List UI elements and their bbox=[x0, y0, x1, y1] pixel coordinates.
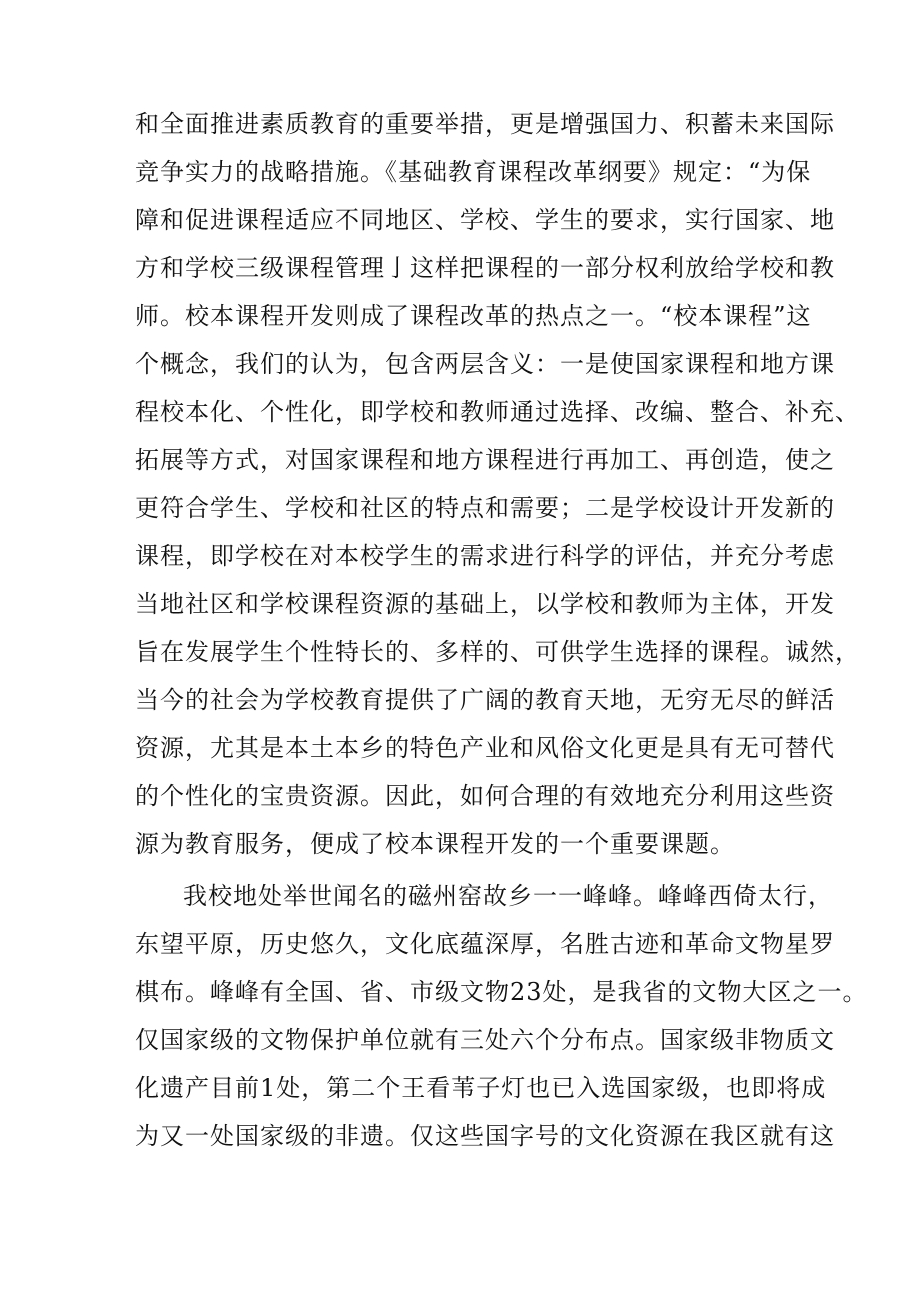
paragraph-1-line-5: 师。校本课程开发则成了课程改革的热点之一。“校本课程”这 bbox=[135, 302, 812, 330]
paragraph-1-line-15: 的个性化的宝贵资源。因此，如何合理的有效地充分利用这些资 bbox=[135, 782, 835, 810]
paragraph-1-line-11: 当地社区和学校课程资源的基础上，以学校和教师为主体，开发 bbox=[135, 590, 835, 618]
paragraph-2-line-6: 为又一处国家级的非遗。仅这些国字号的文化资源在我区就有这 bbox=[135, 1122, 835, 1150]
paragraph-1-line-7: 程校本化、个性化，即学校和教师通过选择、改编、整合、补充、 bbox=[135, 398, 860, 426]
paragraph-1-line-4: 方和学校三级课程管理亅这样把课程的一部分权利放给学校和教 bbox=[135, 254, 835, 282]
paragraph-2-line-2: 东望平原，历史悠久，文化底蕴深厚，名胜古迹和革命文物星罗 bbox=[135, 930, 835, 958]
paragraph-1-line-16: 源为教育服务，便成了校本课程开发的一个重要课题。 bbox=[135, 830, 735, 858]
paragraph-1-line-12: 旨在发展学生个性特长的、多样的、可供学生选择的课程。诚然， bbox=[135, 638, 860, 666]
paragraph-1-line-8: 拓展等方式，对国家课程和地方课程进行再加工、再创造，使之 bbox=[135, 446, 835, 474]
paragraph-1-line-13: 当今的社会为学校教育提供了广阔的教育天地，无穷无尽的鲜活 bbox=[135, 686, 835, 714]
paragraph-1-line-10: 课程，即学校在对本校学生的需求进行科学的评估，并充分考虑 bbox=[135, 542, 835, 570]
paragraph-1-line-2: 竞争实力的战略措施。《基础教育课程改革纲要》规定：“为保 bbox=[135, 158, 812, 186]
paragraph-1-line-1: 和全面推进素质教育的重要举措，更是增强国力、积蓄未来国际 bbox=[135, 110, 835, 138]
paragraph-1-line-14: 资源，尤其是本土本乡的特色产业和风俗文化更是具有无可替代 bbox=[135, 734, 835, 762]
paragraph-2-line-1: 我校地处举世闻名的磁州窑故乡一一峰峰。峰峰西倚太行， bbox=[183, 882, 833, 910]
paragraph-1-line-6: 个概念，我们的认为，包含两层含义：一是使国家课程和地方课 bbox=[135, 350, 835, 378]
paragraph-2-line-3: 棋布。峰峰有全国、省、市级文物23处，是我省的文物大区之一。 bbox=[135, 978, 868, 1006]
paragraph-1-line-9: 更符合学生、学校和社区的特点和需要；二是学校设计开发新的 bbox=[135, 494, 835, 522]
paragraph-1-line-3: 障和促进课程适应不同地区、学校、学生的要求，实行国家、地 bbox=[135, 206, 835, 234]
paragraph-2-line-5: 化遗产目前1处，第二个王看苇子灯也已入选国家级，也即将成 bbox=[135, 1074, 827, 1102]
paragraph-2-line-4: 仅国家级的文物保护单位就有三处六个分布点。国家级非物质文 bbox=[135, 1026, 835, 1054]
